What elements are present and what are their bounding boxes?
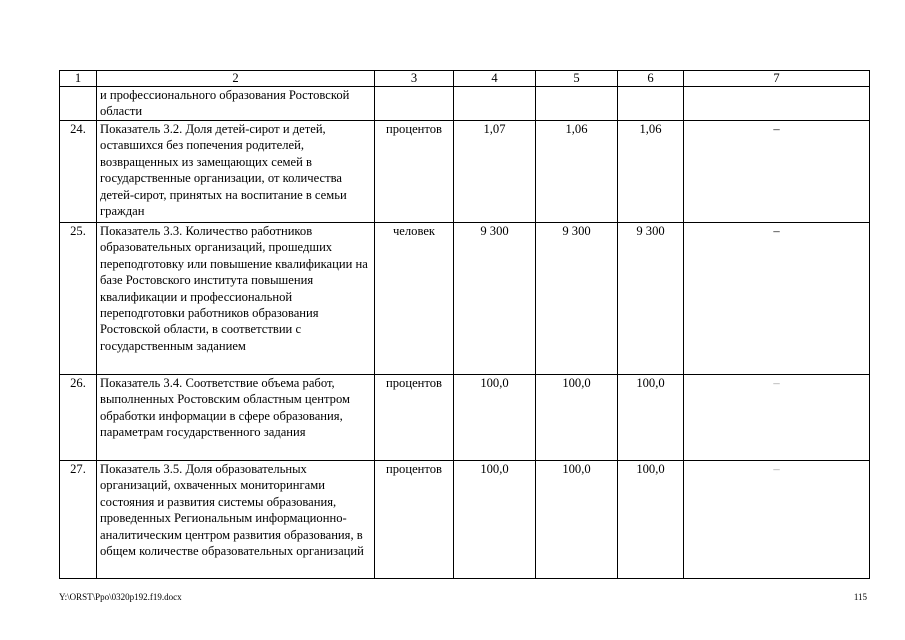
- value-col-6: 100,0: [618, 461, 684, 579]
- value-col-6: 1,06: [618, 121, 684, 223]
- value-col-6: 100,0: [618, 375, 684, 461]
- page-number: 115: [853, 592, 867, 602]
- file-path-footer: Y:\ORST\Ppo\0320p192.f19.docx: [59, 592, 182, 602]
- column-number: 2: [97, 71, 375, 87]
- indicator-description: и профессионального образования Ростовской области: [97, 87, 375, 121]
- value-col-5: 9 300: [536, 223, 618, 375]
- value-col-4: 1,07: [454, 121, 536, 223]
- table-row: [60, 223, 870, 375]
- table-row: [60, 375, 870, 461]
- value-col-4: 100,0: [454, 375, 536, 461]
- value-col-4: 100,0: [454, 461, 536, 579]
- table-row: [60, 121, 870, 223]
- note-col-7: –: [684, 461, 870, 579]
- row-number: 24.: [60, 121, 97, 223]
- value-col-5: 100,0: [536, 375, 618, 461]
- indicator-description: Показатель 3.5. Доля образовательных организаций, охваченных мониторингами состояния и развития системы образования, проведенных Региональным информационно-аналитическим центром развития образования, в общем количестве образовательных организаций: [97, 461, 375, 579]
- unit-of-measure: процентов: [375, 375, 454, 461]
- row-number: 27.: [60, 461, 97, 579]
- unit-of-measure: человек: [375, 223, 454, 375]
- indicators-table: [59, 70, 870, 579]
- unit-of-measure: процентов: [375, 461, 454, 579]
- value-col-4: 9 300: [454, 223, 536, 375]
- column-number-row: [60, 71, 870, 87]
- row-number: 26.: [60, 375, 97, 461]
- table-row: [60, 461, 870, 579]
- table-row-continuation: [60, 87, 870, 121]
- note-col-7: –: [684, 223, 870, 375]
- value-col-6: [618, 87, 684, 121]
- value-col-6: 9 300: [618, 223, 684, 375]
- column-number: 3: [375, 71, 454, 87]
- row-number: [60, 87, 97, 121]
- column-number: 7: [684, 71, 870, 87]
- row-number: 25.: [60, 223, 97, 375]
- unit-of-measure: [375, 87, 454, 121]
- column-number: 5: [536, 71, 618, 87]
- note-col-7: [684, 87, 870, 121]
- indicator-description: Показатель 3.3. Количество работников образовательных организаций, прошедших переподготовку или повышение квалификации на базе Ростовского института повышения квалификации и профессиональной переподготовки работников образования Ростовской области, в соответствии с государственным заданием: [97, 223, 375, 375]
- unit-of-measure: процентов: [375, 121, 454, 223]
- indicator-description: Показатель 3.2. Доля детей-сирот и детей, оставшихся без попечения родителей, возвращенных из замещающих семей в государственные организации, от количества детей-сирот, принятых на воспитание в семьи граждан: [97, 121, 375, 223]
- value-col-5: 1,06: [536, 121, 618, 223]
- note-col-7: –: [684, 375, 870, 461]
- value-col-4: [454, 87, 536, 121]
- value-col-5: [536, 87, 618, 121]
- indicator-description: Показатель 3.4. Соответствие объема работ, выполненных Ростовским областным центром обработки информации в сфере образования, параметрам государственного задания: [97, 375, 375, 461]
- column-number: 1: [60, 71, 97, 87]
- note-col-7: –: [684, 121, 870, 223]
- column-number: 6: [618, 71, 684, 87]
- value-col-5: 100,0: [536, 461, 618, 579]
- column-number: 4: [454, 71, 536, 87]
